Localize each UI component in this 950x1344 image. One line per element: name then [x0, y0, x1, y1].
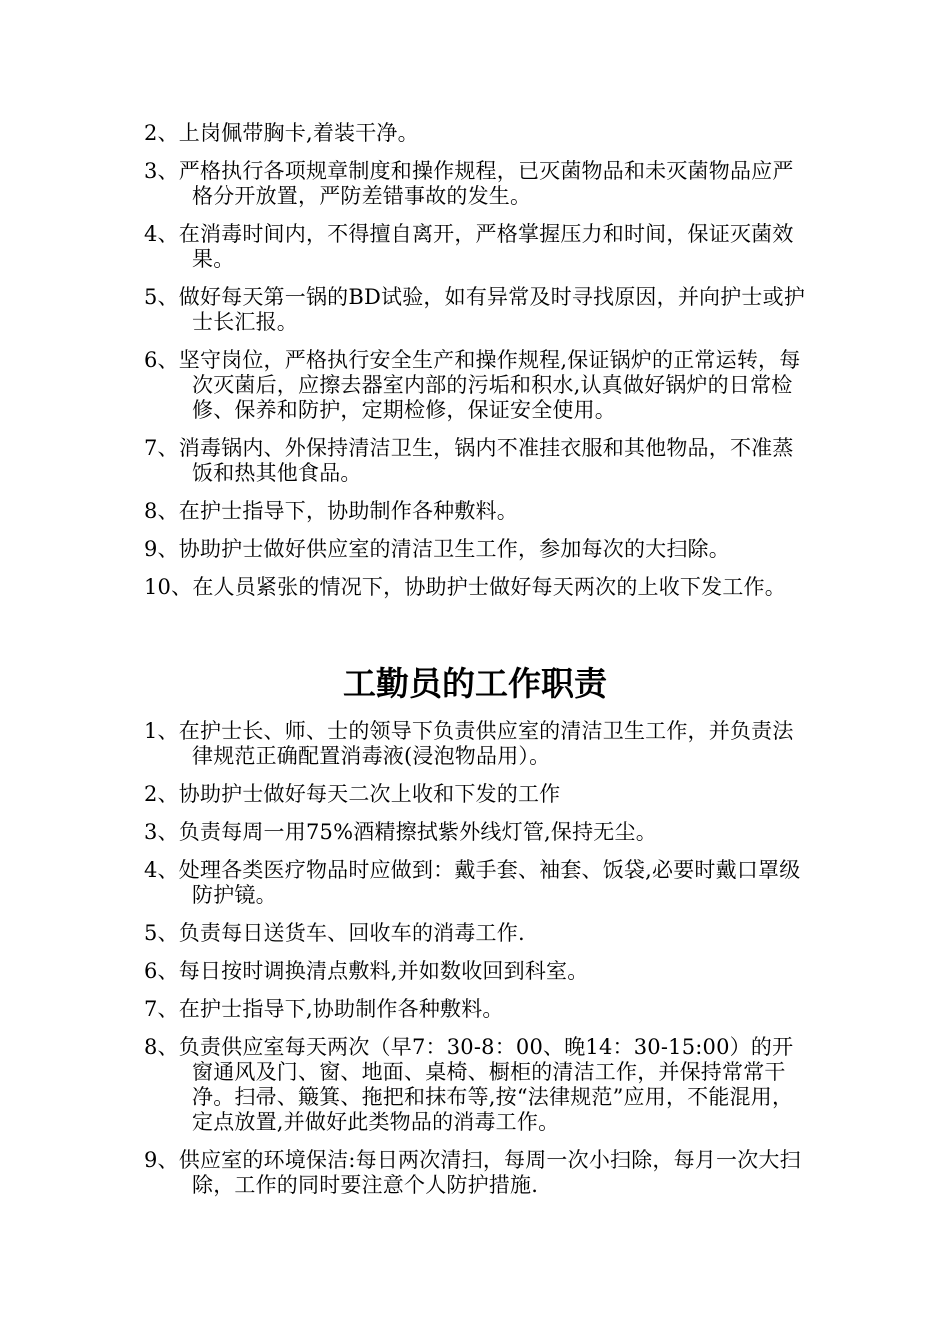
list-item: 6、坚守岗位，严格执行安全生产和操作规程,保证锅炉的正常运转，每次灭菌后，应擦去器室内部的污垢和积水,认真做好锅炉的日常检修、保养和防护，定期检修，保证安全使用。 [144, 348, 801, 422]
list-item: 2、协助护士做好每天二次上收和下发的工作 [144, 782, 561, 806]
list-item: 1、在护士长、师、士的领导下负责供应室的清洁卫生工作，并负责法律规范正确配置消毒液(浸泡物品用）。 [144, 719, 794, 768]
list-item: 7、消毒锅内、外保持清洁卫生，锅内不准挂衣服和其他物品，不准蒸饭和热其他食品。 [144, 436, 794, 485]
duty-list-sterilization [144, 121, 814, 613]
list-item: 9、供应室的环境保洁:每日两次清扫，每周一次小扫除，每月一次大扫除，工作的同时要注意个人防护措施. [144, 1148, 801, 1197]
list-item: 5、做好每天第一锅的BD试验，如有异常及时寻找原因，并向护士或护士长汇报。 [144, 285, 806, 334]
list-item: 2、上岗佩带胸卡,着装干净。 [144, 121, 419, 145]
list-item: 8、负责供应室每天两次（早7：30-8：00、晚14：30-15:00）的开窗通风及门、窗、地面、桌椅、橱柜的清洁工作，并保持常常干净。扫帚、簸箕、拖把和抹布等,按“法律规范”应用，不能混用，定点放置,并做好此类物品的消毒工作。 [144, 1035, 794, 1134]
list-item: 9、协助护士做好供应室的清洁卫生工作，参加每次的大扫除。 [144, 537, 730, 561]
list-item: 4、在消毒时间内，不得擅自离开，严格掌握压力和时间，保证灭菌效果。 [144, 222, 794, 271]
list-item: 3、严格执行各项规章制度和操作规程，已灭菌物品和未灭菌物品应严格分开放置，严防差错事故的发生。 [144, 159, 794, 208]
list-item: 4、处理各类医疗物品时应做到：戴手套、袖套、饭袋,必要时戴口罩级防护镜。 [144, 858, 801, 907]
list-item: 10、在人员紧张的情况下，协助护士做好每天两次的上收下发工作。 [144, 575, 786, 599]
duty-list-worker [144, 719, 814, 1211]
list-item: 5、负责每日送货车、回收车的消毒工作. [144, 921, 525, 945]
list-item: 7、在护士指导下,协助制作各种敷料。 [144, 997, 504, 1021]
list-item: 6、每日按时调换清点敷料,并如数收回到科室。 [144, 959, 589, 983]
list-item: 8、在护士指导下，协助制作各种敷料。 [144, 499, 518, 523]
list-item: 3、负责每周一用75%酒精擦拭紫外线灯管,保持无尘。 [144, 820, 657, 844]
section-title: 工勤员的工作职责 [343, 664, 607, 703]
